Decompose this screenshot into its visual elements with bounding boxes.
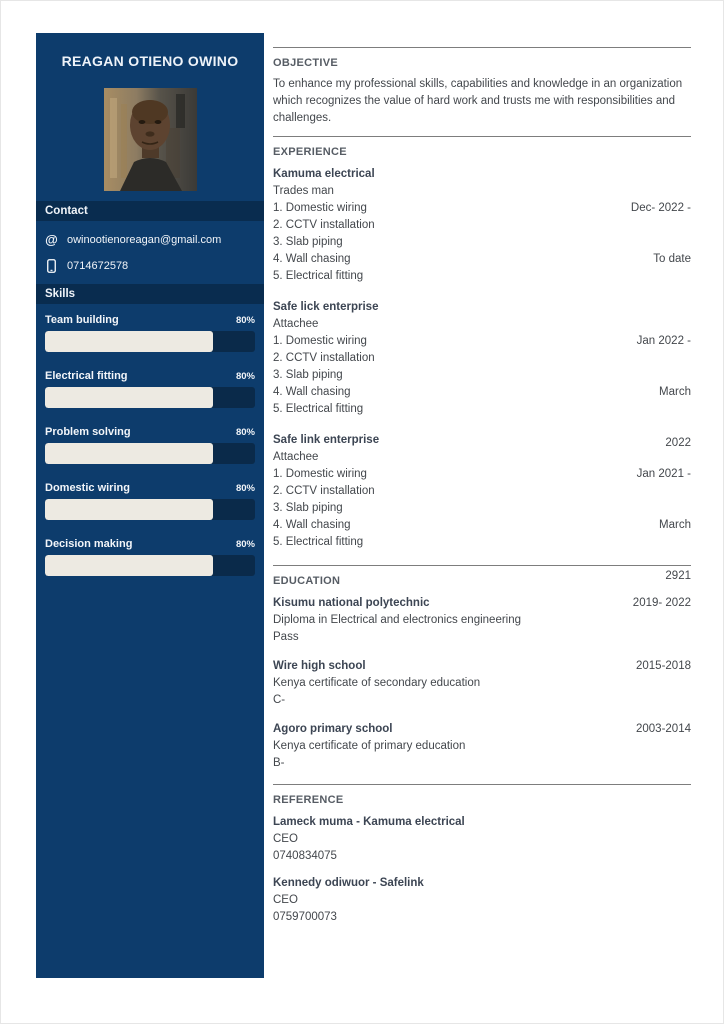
skills-header-label: Skills — [45, 288, 76, 300]
experience-dates: Jan 2021 - March 2921 — [636, 468, 691, 582]
profile-photo — [104, 88, 197, 191]
duty-item: 4. Wall chasing — [273, 519, 351, 531]
skill-label: Domestic wiring — [45, 482, 130, 494]
skill-bar-fill — [45, 387, 213, 408]
education-entry — [273, 658, 691, 709]
skill-bar-track — [45, 443, 255, 464]
company-name: Kamuma electrical — [273, 168, 375, 180]
referee-name: Kennedy odiwuor - Safelink — [273, 877, 424, 889]
duty-item: 1. Domestic wiring — [273, 335, 367, 347]
duty-item: 2. CCTV installation — [273, 219, 375, 231]
duty-item: 5. Electrical fitting — [273, 403, 364, 415]
referee-role: CEO — [273, 833, 298, 845]
experience-title: EXPERIENCE — [273, 146, 347, 158]
skill-bar-track — [45, 387, 255, 408]
duty-item: 3. Slab piping — [273, 369, 343, 381]
email-at-icon: @ — [45, 232, 58, 247]
skill-percent: 80% — [235, 315, 255, 326]
education-dates: 2003-2014 — [636, 723, 691, 735]
experience-dates: Jan 2022 - March 2022 — [636, 335, 691, 449]
section-divider — [273, 136, 691, 137]
referee-phone: 0740834075 — [273, 850, 337, 862]
duty-item: 5. Electrical fitting — [273, 536, 364, 548]
duty-item: 2. CCTV installation — [273, 352, 375, 364]
experience-entry — [273, 166, 691, 285]
section-divider — [273, 784, 691, 785]
referee-phone: 0759700073 — [273, 911, 337, 923]
section-divider — [273, 565, 691, 566]
section-divider — [273, 47, 691, 48]
phone-value: 0714672578 — [67, 260, 129, 272]
skill-bar-track — [45, 555, 255, 576]
duty-item: 1. Domestic wiring — [273, 468, 367, 480]
duty-item: 2. CCTV installation — [273, 485, 375, 497]
skill-bar-track — [45, 331, 255, 352]
skill-label: Decision making — [45, 538, 133, 550]
skills-section-header — [36, 284, 264, 304]
phone-row — [36, 259, 264, 273]
job-role: Trades man — [273, 185, 334, 197]
skill-label: Electrical fitting — [45, 370, 128, 382]
contact-section-header — [36, 201, 264, 221]
company-name: Safe link enterprise — [273, 434, 380, 446]
job-role: Attachee — [273, 451, 319, 463]
education-entry — [273, 721, 691, 772]
school-name: Wire high school — [273, 660, 366, 672]
skill-bar-fill — [45, 555, 213, 576]
skill-item — [36, 426, 264, 464]
education-title: EDUCATION — [273, 575, 341, 587]
email-row — [36, 234, 264, 246]
skill-item — [36, 482, 264, 520]
contact-header-label: Contact — [45, 205, 88, 217]
duty-item: 3. Slab piping — [273, 502, 343, 514]
program-name: Diploma in Electrical and electronics engineering — [273, 614, 522, 626]
grade: C- — [273, 694, 286, 706]
objective-title: OBJECTIVE — [273, 57, 339, 69]
reference-entry — [273, 875, 691, 926]
skill-bar-fill — [45, 499, 213, 520]
skill-item — [36, 538, 264, 576]
education-entry — [273, 595, 691, 646]
experience-dates: Dec- 2022 - To date — [630, 202, 691, 265]
company-name: Safe lick enterprise — [273, 301, 379, 313]
skill-bar-fill — [45, 443, 213, 464]
job-role: Attachee — [273, 318, 319, 330]
email-value: owinootienoreagan@gmail.com — [67, 234, 222, 246]
skill-percent: 80% — [235, 483, 255, 494]
program-name: Kenya certificate of secondary education — [273, 677, 481, 689]
skill-percent: 80% — [235, 539, 255, 550]
duty-item: 4. Wall chasing — [273, 253, 351, 265]
reference-entry — [273, 814, 691, 865]
skill-label: Team building — [45, 314, 119, 326]
school-name: Agoro primary school — [273, 723, 393, 735]
phone-icon — [45, 259, 58, 273]
grade: Pass — [273, 631, 299, 643]
skill-bar-track — [45, 499, 255, 520]
skill-percent: 80% — [235, 427, 255, 438]
referee-name: Lameck muma - Kamuma electrical — [273, 816, 465, 828]
skill-bar-fill — [45, 331, 213, 352]
reference-title: REFERENCE — [273, 794, 344, 806]
resume-body — [273, 33, 691, 936]
education-dates: 2015-2018 — [636, 660, 691, 672]
sidebar — [36, 33, 264, 978]
duty-item: 5. Electrical fitting — [273, 270, 364, 282]
objective-text: To enhance my professional skills, capabilities and knowledge in an organization which recognizes the value of hard work and trusts me with responsibilities and challenges. — [273, 78, 683, 124]
referee-role: CEO — [273, 894, 298, 906]
education-dates: 2019- 2022 — [632, 597, 691, 609]
school-name: Kisumu national polytechnic — [273, 597, 430, 609]
skill-item — [36, 370, 264, 408]
profile-photo-image — [104, 88, 197, 191]
skill-label: Problem solving — [45, 426, 131, 438]
program-name: Kenya certificate of primary education — [273, 740, 466, 752]
duty-item: 1. Domestic wiring — [273, 202, 367, 214]
candidate-name: REAGAN OTIENO OWINO — [61, 53, 239, 69]
duty-item: 4. Wall chasing — [273, 386, 351, 398]
duty-item: 3. Slab piping — [273, 236, 343, 248]
grade: B- — [273, 757, 285, 769]
skill-item — [36, 314, 264, 352]
skill-percent: 80% — [235, 371, 255, 382]
